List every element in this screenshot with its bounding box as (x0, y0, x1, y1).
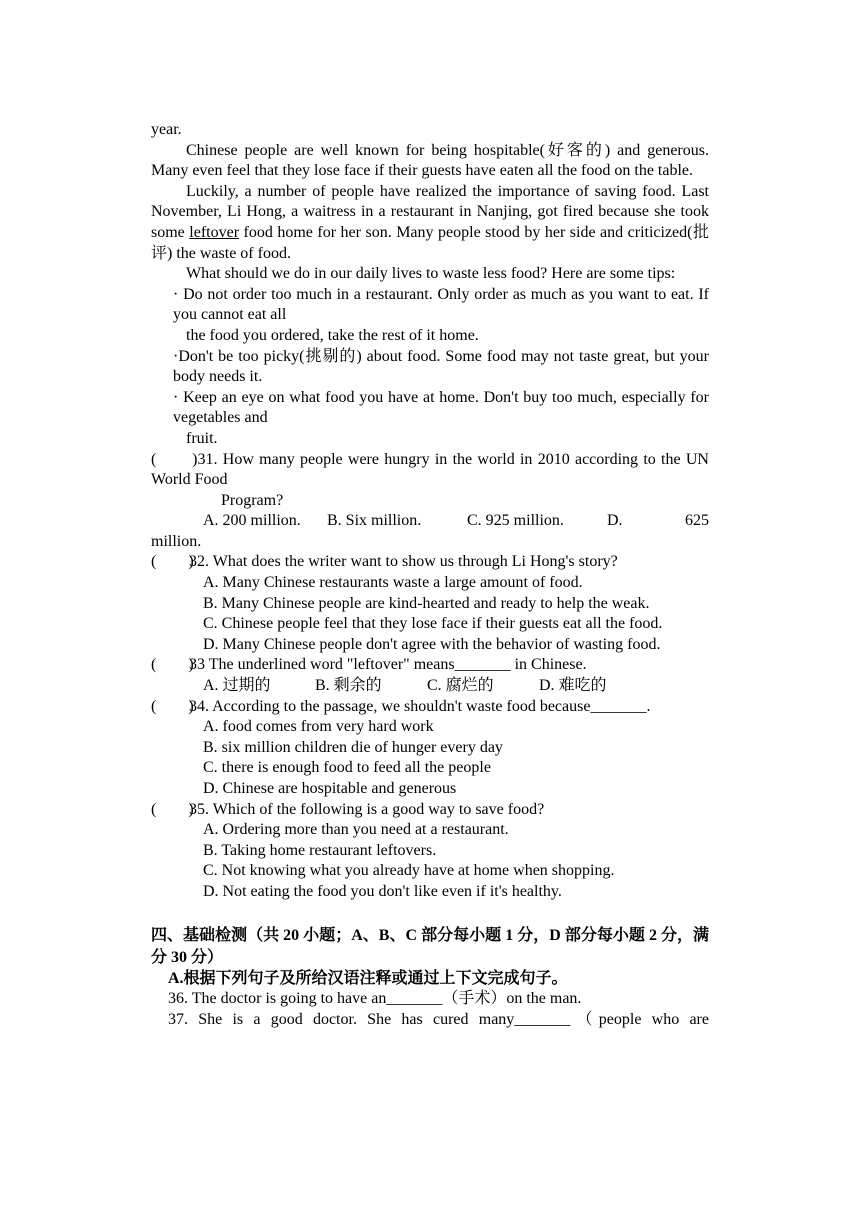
underlined-word-leftover: leftover (189, 223, 240, 241)
option-b: B. Six million. (327, 512, 422, 530)
option-d: D. (607, 512, 623, 530)
option-d: D. Many Chinese people don't agree with the behavior of wasting food. (203, 635, 661, 653)
text-column (151, 120, 709, 1030)
option-c: C. there is enough food to feed all the people (203, 759, 491, 777)
tip-1 (151, 285, 709, 326)
option-b: B. Many Chinese people are kind-hearted and ready to help the weak. (203, 594, 650, 612)
answer-blank[interactable]: ( ) (151, 450, 198, 468)
question-34-stem: 34. According to the passage, we shouldn't waste food because_______. (189, 697, 651, 715)
tip-3-continued: fruit. (186, 429, 218, 447)
question-32 (151, 552, 709, 573)
option-c: C. 925 million. (467, 512, 564, 530)
tip-2: ·Don't be too picky(挑剔的) about food. Some food may not taste great, but your body needs it. (173, 347, 709, 386)
tip-1-continued: the food you ordered, take the rest of it home. (186, 326, 479, 344)
answer-blank[interactable]: ( ) (151, 656, 194, 674)
question-33 (151, 655, 709, 676)
tip-3: · Keep an eye on what food you have at home. Don't buy too much, especially for vegetables and (173, 388, 709, 427)
option-a: A. 200 million. (203, 512, 301, 530)
question-32-stem: 32. What does the writer want to show us through Li Hong's story? (189, 553, 618, 571)
option-d: D. 难吃的 (539, 677, 607, 695)
question-31-stem: 31. How many people were hungry in the world in 2010 according to the UN World Food (151, 450, 709, 489)
passage-p2-post: food home for her son. Many people stood by her side and criticized(批评) the waste of food. (151, 223, 709, 262)
passage-year-tail: year. (151, 121, 182, 138)
passage-paragraph-1: Chinese people are well known for being hospitable(好客的) and generous. Many even feel that they lose face if their guests have eaten all the food on the table. (151, 141, 709, 180)
option-c: C. Chinese people feel that they lose face if their guests eat all the food. (203, 615, 663, 633)
passage-paragraph-3: What should we do in our daily lives to waste less food? Here are some tips: (186, 265, 676, 283)
option-b: B. Taking home restaurant leftovers. (203, 841, 437, 859)
option-d-value: 625 (685, 512, 709, 530)
question-31-options (151, 511, 709, 532)
option-c: C. Not knowing what you already have at home when shopping. (203, 862, 615, 880)
passage-p2-pre: Luckily, a number of people have realized the importance of saving food. Last November, Li Hong, a waitress in a restaurant in Nanjing, got fired because she took some (151, 182, 709, 241)
option-d: D. Not eating the food you don't like even if it's healthy. (203, 882, 562, 900)
option-c: C. 腐烂的 (427, 677, 494, 695)
option-b: B. six million children die of hunger every day (203, 738, 503, 756)
option-a: A. food comes from very hard work (203, 718, 434, 736)
question-36: 36. The doctor is going to have an_______（手术）on the man. (168, 990, 582, 1008)
option-b: B. 剩余的 (315, 677, 382, 695)
question-35-stem: 35. Which of the following is a good way to save food? (189, 800, 545, 818)
question-37: 37. She is a good doctor. She has cured many_______（people who are (168, 1010, 709, 1028)
question-31-options-cont: million. (151, 532, 202, 550)
question-33-options (151, 676, 709, 697)
answer-blank[interactable]: ( ) (151, 800, 194, 818)
answer-blank[interactable]: ( ) (151, 553, 194, 571)
section-4-subheading-a: A.根据下列句子及所给汉语注释或通过上下文完成句子。 (168, 969, 568, 987)
question-31 (151, 450, 709, 491)
option-a: A. Many Chinese restaurants waste a large amount of food. (203, 574, 583, 592)
option-d: D. Chinese are hospitable and generous (203, 780, 457, 797)
question-33-stem: 33 The underlined word "leftover" means_______ in Chinese. (189, 656, 587, 674)
passage-paragraph-2 (151, 182, 709, 264)
tip-1-text: · Do not order too much in a restaurant. Only order as much as you want to eat. If you cannot eat all (173, 285, 709, 324)
option-a: A. Ordering more than you need at a restaurant. (203, 821, 509, 839)
question-31-stem-cont: Program? (221, 491, 284, 509)
question-35 (151, 800, 709, 821)
answer-blank[interactable]: ( ) (151, 697, 194, 715)
option-a: A. 过期的 (203, 677, 271, 695)
question-34 (151, 697, 709, 718)
section-4-heading: 四、基础检测（共 20 小题；A、B、C 部分每小题 1 分，D 部分每小题 2 分，满分 30 分） (151, 926, 709, 966)
